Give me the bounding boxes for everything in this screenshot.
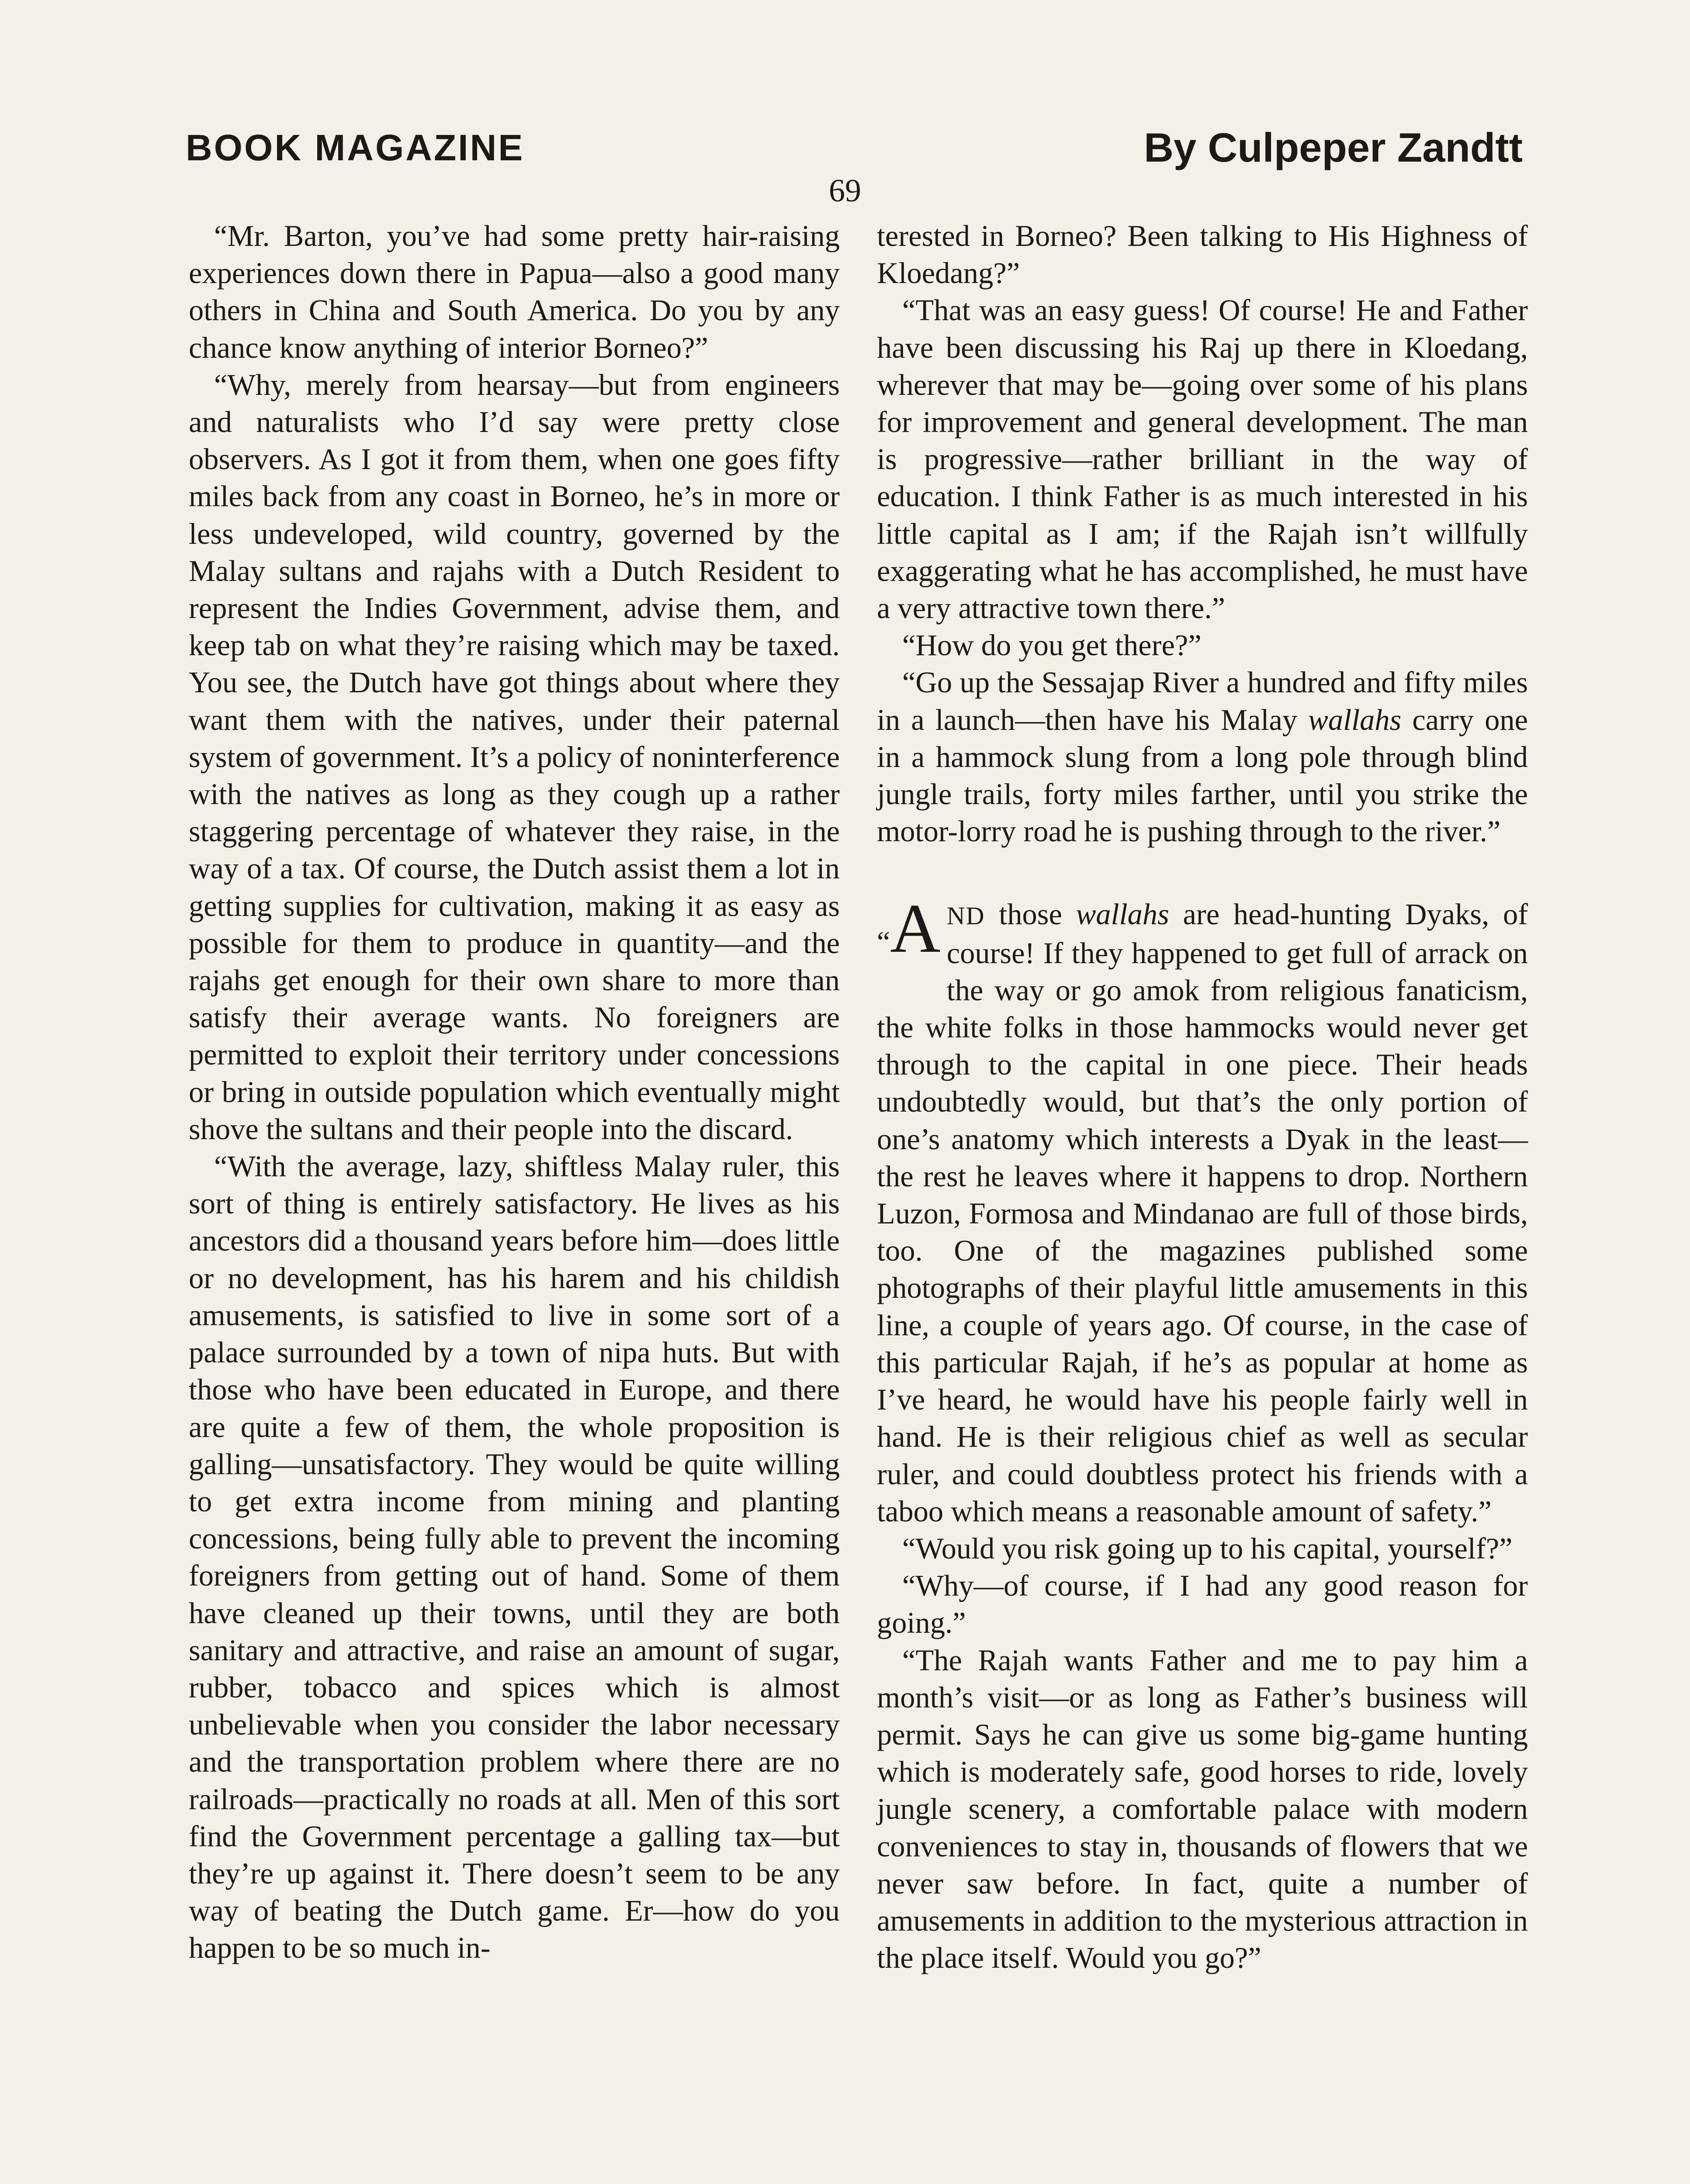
page-number: 69 <box>829 173 861 209</box>
text-run: carry one in a hammock slung from a long pole through blind jungle trails, forty miles farther, until you strike the motor-lorry road he is pushing through to the river.” <box>877 703 1528 848</box>
right-column <box>877 218 1528 1977</box>
paragraph: “Why, merely from hearsay—but from engineers and naturalists who I’d say were pretty close observers. As I got it from them, when one goes fifty miles back from any coast in Borneo, he’s in more or less undeveloped, wild country, governed by the Malay sultans and rajahs with a Dutch Resident to represent the Indies Government, advise them, and keep tab on what they’re raising which may be taxed. You see, the Dutch have got things about where they want them with the natives, under their paternal system of government. It’s a policy of noninterference with the natives as long as they cough up a rather staggering percentage of whatever they raise, in the way of a tax. Of course, the Dutch assist them a lot in getting supplies for cultivation, making it as easy as possible for them to produce in quantity—and the rajahs get enough for their own share to more than satisfy their average wants. No foreigners are permitted to exploit their territory under concessions or bring in outside population which eventually might shove the sultans and their people into the discard. <box>189 368 840 1146</box>
left-column <box>189 218 840 1967</box>
paragraph: “Would you risk going up to his capital, yourself?” <box>902 1531 1513 1565</box>
paragraph: “Why—of course, if I had any good reason for going.” <box>877 1569 1528 1640</box>
text-run: are head-hunting Dyaks, of course! If they happened to get full of arrack on the way or go amok from religious fanaticism, the white folks in those hammocks would never get through to the capital in one piece. Their heads undoubtedly would, but that’s the only portion of one’s anatomy which interests a Dyak in the least—the rest he leaves where it happens to drop. Northern Luzon, Formosa and Mindanao are full of those birds, too. One of the magazines published some photographs of their playful little amusements in this line, a couple of years ago. Of course, in the case of this particular Rajah, if he’s as popular at home as I’ve heard, he would have his people fairly well in hand. He is their religious chief as well as secular ruler, and could doubtless protect his friends with a taboo which means a reasonable amount of safety.” <box>877 898 1528 1528</box>
italic-word: wallahs <box>1076 898 1169 931</box>
italic-word: wallahs <box>1308 703 1402 736</box>
text-run: “Go up the Sessajap River a hundred and fifty miles in a launch—then have his Malay <box>877 666 1528 736</box>
section-break <box>877 850 1528 896</box>
paragraph <box>877 664 1528 850</box>
paragraph: “The Rajah wants Father and me to pay him a month’s visit—or as long as Father’s business will permit. Says he can give us some big-game hunting which is moderately safe, good horses to ride, lovely jungle scenery, a comfortable palace with modern conveniences to stay in, thousands of flowers that we never saw before. In fact, quite a number of amusements in addition to the mysterious attraction in the place itself. Would you go?” <box>877 1643 1528 1975</box>
paragraph: “With the average, lazy, shiftless Malay ruler, this sort of thing is entirely satisfactory. He lives as his ancestors did a thousand years before him—does little or no development, has his harem and his childish amusements, is satisfied to live in some sort of a palace surrounded by a town of nipa huts. But with those who have been educated in Europe, and there are quite a few of them, the whole proposition is galling—unsatisfactory. They would be quite willing to get extra income from mining and planting concessions, being fully able to prevent the incoming foreigners from getting out of hand. Some of them have cleaned up their towns, until they are both sanitary and attractive, and raise an amount of sugar, rubber, tobacco and spices which is almost unbelievable when you consider the labor necessary and the transportation problem where there are no railroads—practically no roads at all. Men of this sort find the Government percentage a galling tax—but they’re up against it. There doesn’t seem to be any way of beating the Dutch game. Er—how do you happen to be so much in- <box>189 1150 840 1965</box>
opening-quote: “ <box>877 925 890 959</box>
dropcap-paragraph <box>877 889 1528 1530</box>
magazine-title: BOOK MAGAZINE <box>186 127 525 168</box>
author-byline: By Culpeper Zandtt <box>1144 124 1523 170</box>
paragraph: “Mr. Barton, you’ve had some pretty hair-raising experiences down there in Papua—also a good many others in China and South America. Do you by any chance know anything of interior Borneo?” <box>189 219 840 364</box>
text-run: those <box>985 898 1076 931</box>
paragraph: “That was an easy guess! Of course! He and Father have been discussing his Raj up there in Kloedang, wherever that may be—going over some of his plans for improvement and general development. The man is progressive—rather brilliant in the way of education. I think Father is as much interested in his little capital as I am; if the Rajah isn’t willfully exaggerating what he has accomplished, he must have a very attractive town there.” <box>877 294 1528 625</box>
paragraph: terested in Borneo? Been talking to His Highness of Kloedang?” <box>877 219 1528 290</box>
page-header <box>186 124 1523 179</box>
dropcap-letter <box>877 889 941 972</box>
dropcap-glyph: A <box>890 889 941 968</box>
paragraph: “How do you get there?” <box>902 629 1202 662</box>
smallcaps-run: ND <box>946 902 985 930</box>
